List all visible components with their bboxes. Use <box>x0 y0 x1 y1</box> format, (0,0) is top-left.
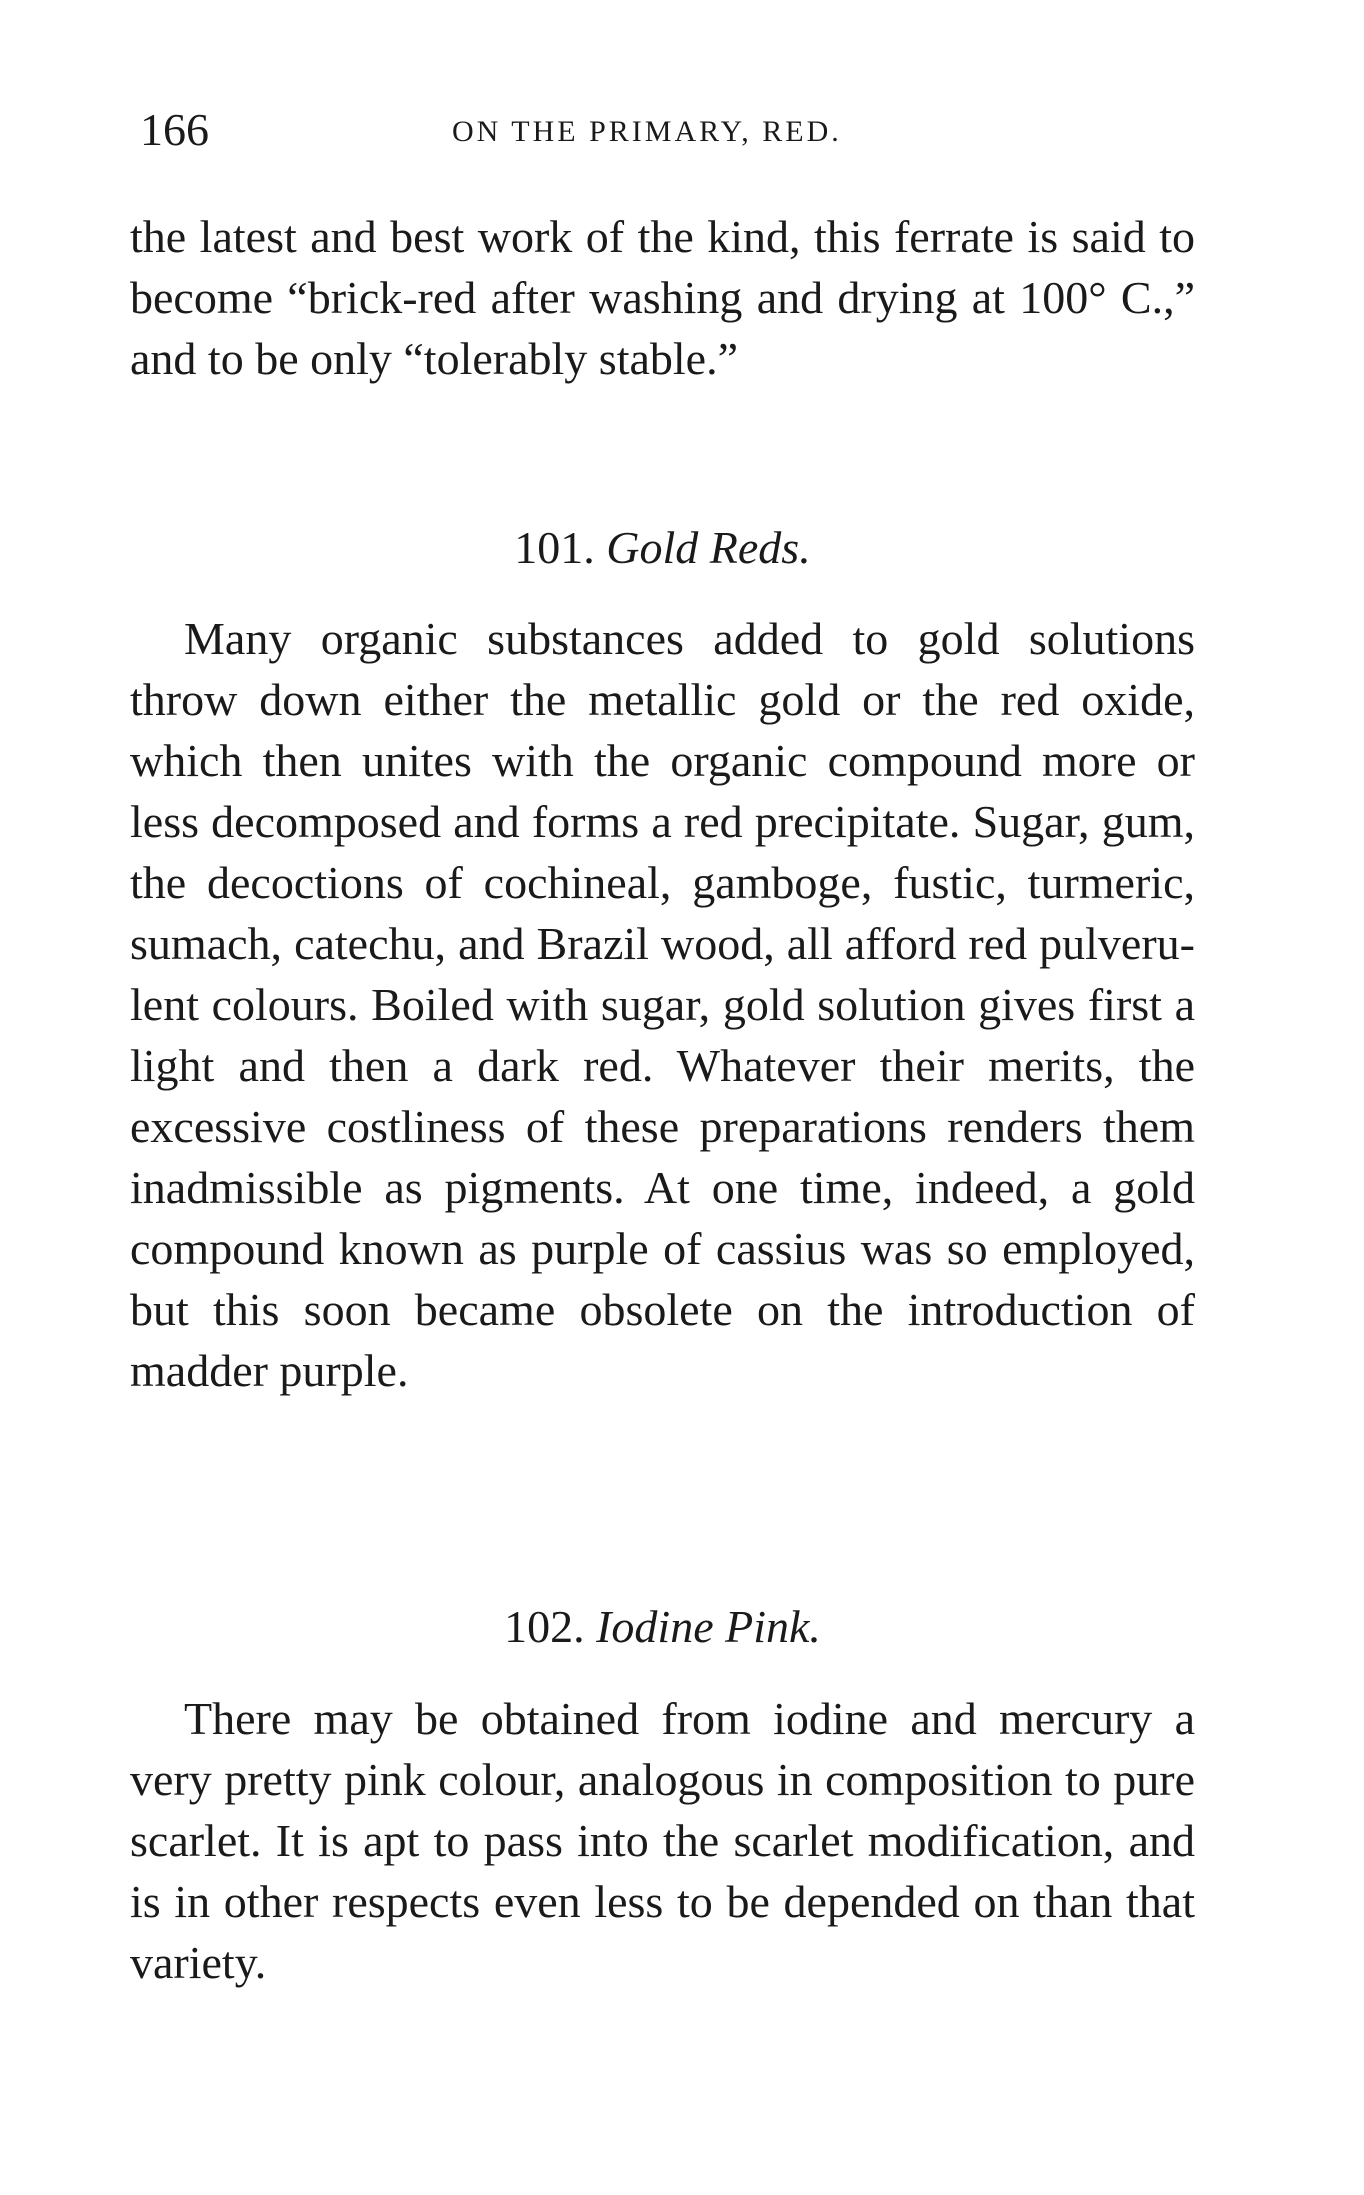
section-paragraph: There may be obtained from iodine and mercury a very pretty pink colour, analogous in composition to pure scarlet. It is apt to pass into the scarlet modification, and is in other respects even less to be depended on than that variety. <box>130 1693 1195 1988</box>
page-number: 166 <box>140 104 209 155</box>
section-title: Iodine Pink. <box>596 1601 821 1652</box>
intro-paragraph: the latest and best work of the kind, this ferrate is said to become “brick-red after washing and drying at 100° C.,” and to be only “tolerably stable.” <box>130 211 1195 384</box>
intro-paragraph-block <box>130 206 1195 389</box>
section-heading-gold-reds <box>130 518 1195 578</box>
section-heading-iodine-pink <box>130 1597 1195 1657</box>
section-body-gold-reds <box>130 608 1195 1401</box>
section-number: 102. <box>504 1601 585 1652</box>
section-title: Gold Reds. <box>606 522 811 573</box>
section-number: 101. <box>514 522 595 573</box>
section-body-iodine-pink <box>130 1688 1195 1993</box>
section-paragraph: Many organic substances added to gold solutions throw down either the metallic gold or the red oxide, which then unites with the organic compound more or less decomposed and forms a red precipitate. Sugar, gum, the decoctions of cochineal, gamboge, fustic, turmeric, sumach, catechu, and Brazil wood, all afford red pulverulent colours. Boiled with sugar, gold solution gives first a light and then a dark red. Whatever their merits, the excessive costliness of these preparations renders them inadmissible as pigments. At one time, indeed, a gold compound known as purple of cassius was so employed, but this soon became obsolete on the introduction of madder purple. <box>130 613 1195 1396</box>
running-head: ON THE PRIMARY, RED. <box>452 115 842 148</box>
page-header <box>140 100 1190 170</box>
